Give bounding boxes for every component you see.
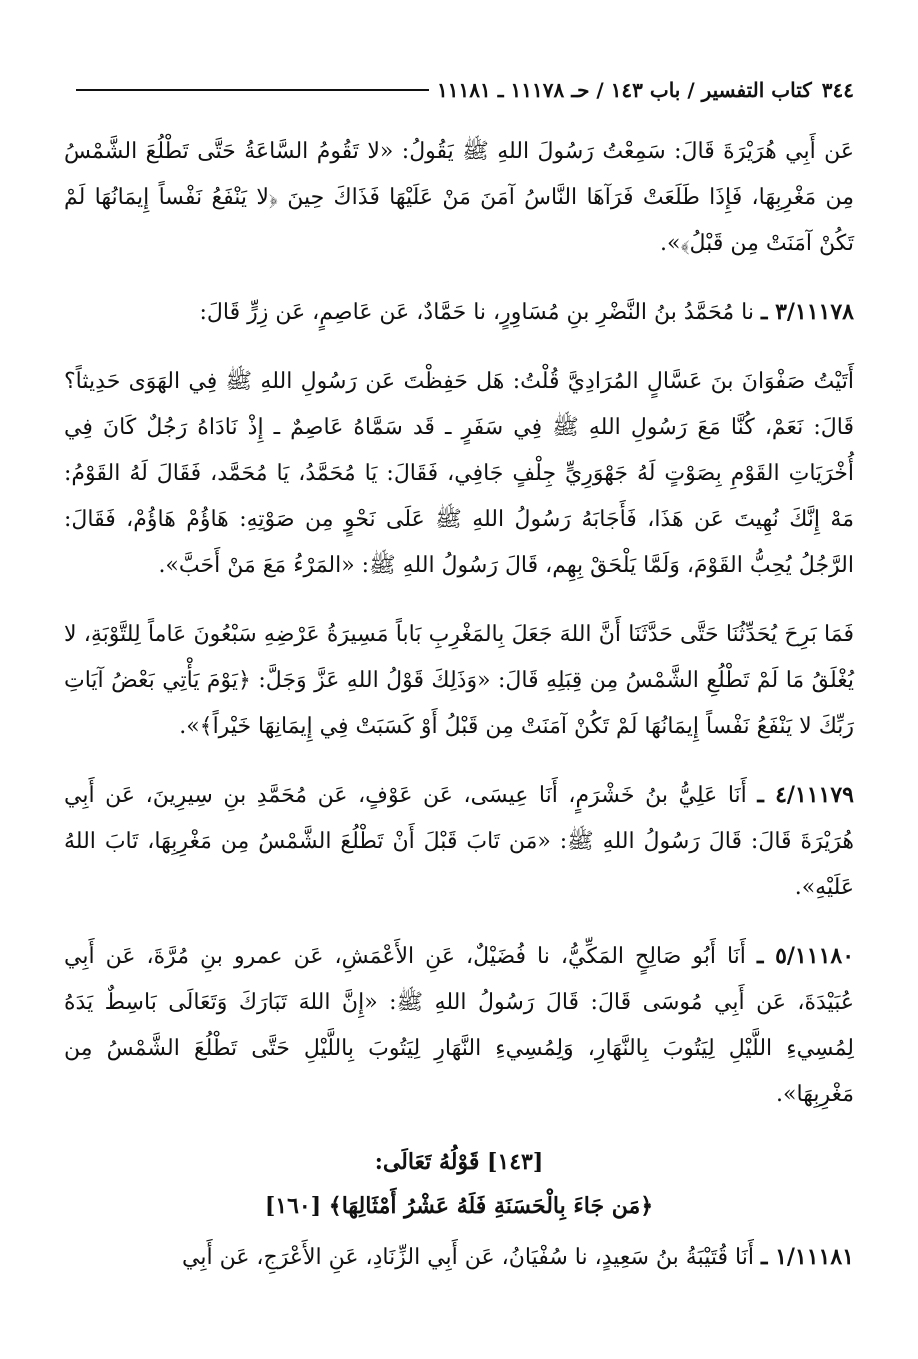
hadith-number: ٤/١١١٧٩ ـ <box>757 782 854 808</box>
hadith-number: ١/١١١٨١ ـ <box>760 1244 854 1270</box>
hadith-number: ٥/١١١٨٠ ـ <box>756 943 855 969</box>
hadith-paragraph <box>64 289 854 336</box>
section-heading: [١٤٣] قَوْلُهُ تَعَالَى: <box>374 1149 544 1175</box>
hadith-text: أَنَا قُتَيْبَةُ بنُ سَعِيدٍ، نا سُفْيَانُ، عَن أَبِي الزِّنَادِ، عَنِ الأَعْرَجِ، عَن أَبِي <box>182 1245 754 1270</box>
section-verse: ﴿مَن جَاءَ بِالْحَسَنَةِ فَلَهُ عَشْرُ أَمْثَالِهَا﴾ [١٦٠] <box>264 1193 654 1219</box>
hadith-text: فَمَا بَرِحَ يُحَدِّثُنَا حَتَّى حَدَّثَنَا أَنَّ اللهَ جَعَلَ بِالمَغْرِبِ بَاباً مَسِيرَةُ عَرْضِهِ سَبْعُونَ عَاماً لِلتَّوْبَةِ، لا يُغْلَقُ مَا لَمْ تَطْلُعِ الشَّمْسُ مِن قِبَلِهِ قَالَ: «وَذَلِكَ قَوْلُ اللهِ عَزَّ وَجَلَّ: ﴿يَوْمَ يَأْتِي بَعْضُ آيَاتِ رَبِّكَ لا يَنْفَعُ نَفْساً إِيمَانُهَا لَمْ تَكُنْ آمَنَتْ مِن قَبْلُ أَوْ كَسَبَتْ فِي إِيمَانِهَا خَيْراً﴾». <box>64 622 854 739</box>
section-heading-block <box>64 1140 854 1228</box>
hadith-paragraph <box>64 1234 854 1281</box>
hadith-text: عَن أَبِي هُرَيْرَةَ قَالَ: سَمِعْتُ رَسُولَ اللهِ ﷺ يَقُولُ: «لا تَقُومُ السَّاعَةُ حَتَّى تَطْلُعَ الشَّمْسُ مِن مَغْرِبِهَا، فَإِذَا طَلَعَتْ فَرَآهَا النَّاسُ آمَنَ مَنْ عَلَيْهَا فَذَاكَ حِينَ ﴿لا يَنْفَعُ نَفْساً إِيمَانُهَا لَمْ تَكُنْ آمَنَتْ مِن قَبْلُ﴾». <box>64 139 854 256</box>
hadith-text: أَتَيْتُ صَفْوَانَ بنَ عَسَّالٍ المُرَادِيَّ قُلْتُ: هَل حَفِظْتَ عَن رَسُولِ اللهِ ﷺ فِي الهَوَى حَدِيثاً؟ قَالَ: نَعَمْ، كُنَّا مَعَ رَسُولِ اللهِ ﷺ فِي سَفَرٍ ـ قَد سَمَّاهُ عَاصِمٌ ـ إِذْ نَادَاهُ رَجُلٌ كَانَ فِي أُخْرَيَاتِ القَوْمِ بِصَوْتٍ لَهُ جَهْوَرِيٍّ جِلْفٍ جَافِي، فَقَالَ: يَا مُحَمَّدُ، يَا مُحَمَّد، فَقَالَ لَهُ القَوْمُ: مَهْ إِنَّكَ نُهِيتَ عَن هَذَا، فَأَجَابَهُ رَسُولُ اللهِ ﷺ عَلَى نَحْوٍ مِن صَوْتِهِ: هَاؤُمْ هَاؤُمْ، فَقَالَ: الرَّجُلُ يُحِبُّ القَوْمَ، وَلَمَّا يَلْحَقْ بِهِم، قَالَ رَسُولُ اللهِ ﷺ: «المَرْءُ مَعَ مَنْ أَحَبَّ». <box>64 369 854 578</box>
hadith-paragraph <box>64 358 854 589</box>
hadith-paragraph <box>64 128 854 267</box>
running-header <box>64 72 854 108</box>
hadith-text: أَنَا عَلِيُّ بنُ خَشْرَمٍ، أَنَا عِيسَى، عَن عَوْفٍ، عَن مُحَمَّدِ بنِ سِيرِينَ، عَن أَبِي هُرَيْرَةَ قَالَ: قَالَ رَسُولُ اللهِ ﷺ: «مَن تَابَ قَبْلَ أَنْ تَطْلُعَ الشَّمْسُ مِن مَغْرِبِهَا، تَابَ اللهُ عَلَيْهِ». <box>64 783 854 900</box>
page-number: ٣٤٤ <box>821 78 854 102</box>
main-text <box>64 128 854 1303</box>
hadith-paragraph <box>64 611 854 750</box>
header-rule <box>76 89 429 91</box>
hadith-number: ٣/١١١٧٨ ـ <box>760 299 854 325</box>
hadith-paragraph <box>64 933 854 1118</box>
hadith-paragraph <box>64 772 854 911</box>
header-title: كتاب التفسير / باب ١٤٣ / حـ ١١١٧٨ ـ ١١١٨١ <box>437 78 812 102</box>
hadith-text: أَنَا أَبُو صَالِحٍ المَكِّيُّ، نا فُضَيْلٌ، عَنِ الأَعْمَشِ، عَن عمرو بنِ مُرَّةَ، عَن أَبِي عُبَيْدَةَ، عَن أَبِي مُوسَى قَالَ: قَالَ رَسُولُ اللهِ ﷺ: «إِنَّ اللهَ تَبَارَكَ وَتَعَالَى بَاسِطٌ يَدَهُ لِمُسِيءِ اللَّيْلِ لِيَتُوبَ بِالنَّهَارِ، وَلِمُسِيءِ النَّهَارِ لِيَتُوبَ بِاللَّيْلِ حَتَّى تَطْلُعَ الشَّمْسُ مِن مَغْرِبِهَا». <box>64 944 854 1107</box>
hadith-text: نا مُحَمَّدُ بنُ النَّضْرِ بنِ مُسَاوِرٍ، نا حَمَّادٌ، عَن عَاصِمٍ، عَن زِرٍّ قَالَ: <box>199 300 754 325</box>
